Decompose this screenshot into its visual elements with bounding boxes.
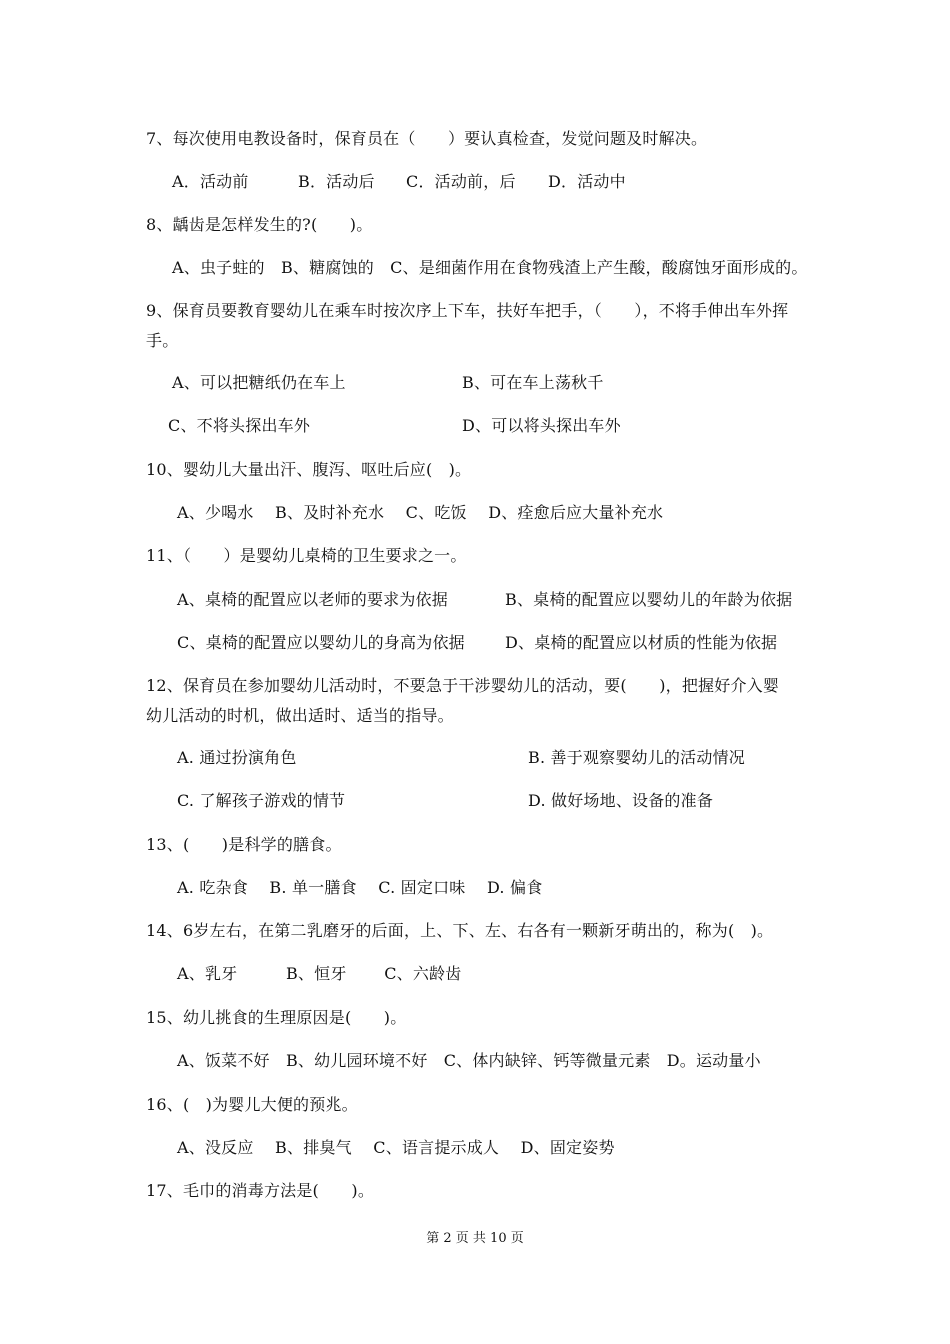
question-12-option-d: D. 做好场地、设备的准备 — [528, 791, 714, 810]
question-12-stem-line-2: 幼儿活动的时机，做出适时、适当的指导。 — [146, 706, 454, 725]
question-10-stem: 10、婴幼儿大量出汗、腹泻、呕吐后应( )。 — [146, 460, 472, 479]
question-7-option-c: C．活动前，后 — [406, 172, 516, 191]
question-10-options: A、少喝水 B、及时补充水 C、吃饭 D、痊愈后应大量补充水 — [177, 503, 664, 522]
question-9-option-d: D、可以将头探出车外 — [462, 416, 621, 435]
question-9-option-c: C、不将头探出车外 — [168, 416, 311, 435]
question-13-options: A. 吃杂食 B. 单一膳食 C. 固定口味 D. 偏食 — [177, 878, 543, 897]
question-11-stem: 11、（ ）是婴幼儿桌椅的卫生要求之一。 — [146, 546, 467, 565]
question-9-stem-line-2: 手。 — [146, 331, 179, 350]
question-17-stem: 17、毛巾的消毒方法是( )。 — [146, 1181, 375, 1200]
question-12-option-c: C. 了解孩子游戏的情节 — [177, 791, 346, 810]
question-12-stem-line-1: 12、保育员在参加婴幼儿活动时，不要急于干涉婴幼儿的活动，要( )，把握好介入婴 — [146, 676, 780, 695]
question-15-options: A、饭菜不好 B、幼儿园环境不好 C、体内缺锌、钙等微量元素 D。运动量小 — [177, 1051, 761, 1070]
question-11-option-c: C、桌椅的配置应以婴幼儿的身高为依据 — [177, 633, 465, 652]
question-14-stem: 14、6岁左右，在第二乳磨牙的后面，上、下、左、右各有一颗新牙萌出的，称为( )。 — [146, 921, 774, 940]
question-9-stem-line-1: 9、保育员要教育婴幼儿在乘车时按次序上下车，扶好车把手，（ ），不将手伸出车外挥 — [146, 301, 789, 320]
question-13-stem: 13、( )是科学的膳食。 — [146, 835, 342, 854]
question-7-option-b: B．活动后 — [298, 172, 375, 191]
question-16-stem: 16、( )为婴儿大便的预兆。 — [146, 1095, 358, 1114]
question-14-options: A、乳牙 B、恒牙 C、六龄齿 — [177, 964, 462, 983]
question-7-option-d: D．活动中 — [548, 172, 626, 191]
page-number-footer: 第 2 页 共 10 页 — [426, 1231, 524, 1246]
question-12-option-a: A. 通过扮演角色 — [177, 748, 297, 767]
question-11-option-d: D、桌椅的配置应以材质的性能为依据 — [505, 633, 778, 652]
question-7-stem: 7、每次使用电教设备时，保育员在（ ）要认真检查，发觉问题及时解决。 — [146, 129, 708, 148]
question-7-option-a: A．活动前 — [172, 172, 249, 191]
question-8-options: A、虫子蛀的 B、糖腐蚀的 C、是细菌作用在食物残渣上产生酸，酸腐蚀牙面形成的。 — [172, 258, 808, 277]
question-9-option-a: A、可以把糖纸仍在车上 — [172, 373, 346, 392]
question-11-option-b: B、桌椅的配置应以婴幼儿的年龄为依据 — [505, 590, 793, 609]
question-9-option-b: B、可在车上荡秋千 — [462, 373, 604, 392]
question-12-option-b: B. 善于观察婴幼儿的活动情况 — [528, 748, 745, 767]
question-8-stem: 8、龋齿是怎样发生的?( )。 — [146, 215, 373, 234]
question-11-option-a: A、桌椅的配置应以老师的要求为依据 — [177, 590, 448, 609]
question-16-options: A、没反应 B、排臭气 C、语言提示成人 D、固定姿势 — [177, 1138, 615, 1157]
question-15-stem: 15、幼儿挑食的生理原因是( )。 — [146, 1008, 407, 1027]
